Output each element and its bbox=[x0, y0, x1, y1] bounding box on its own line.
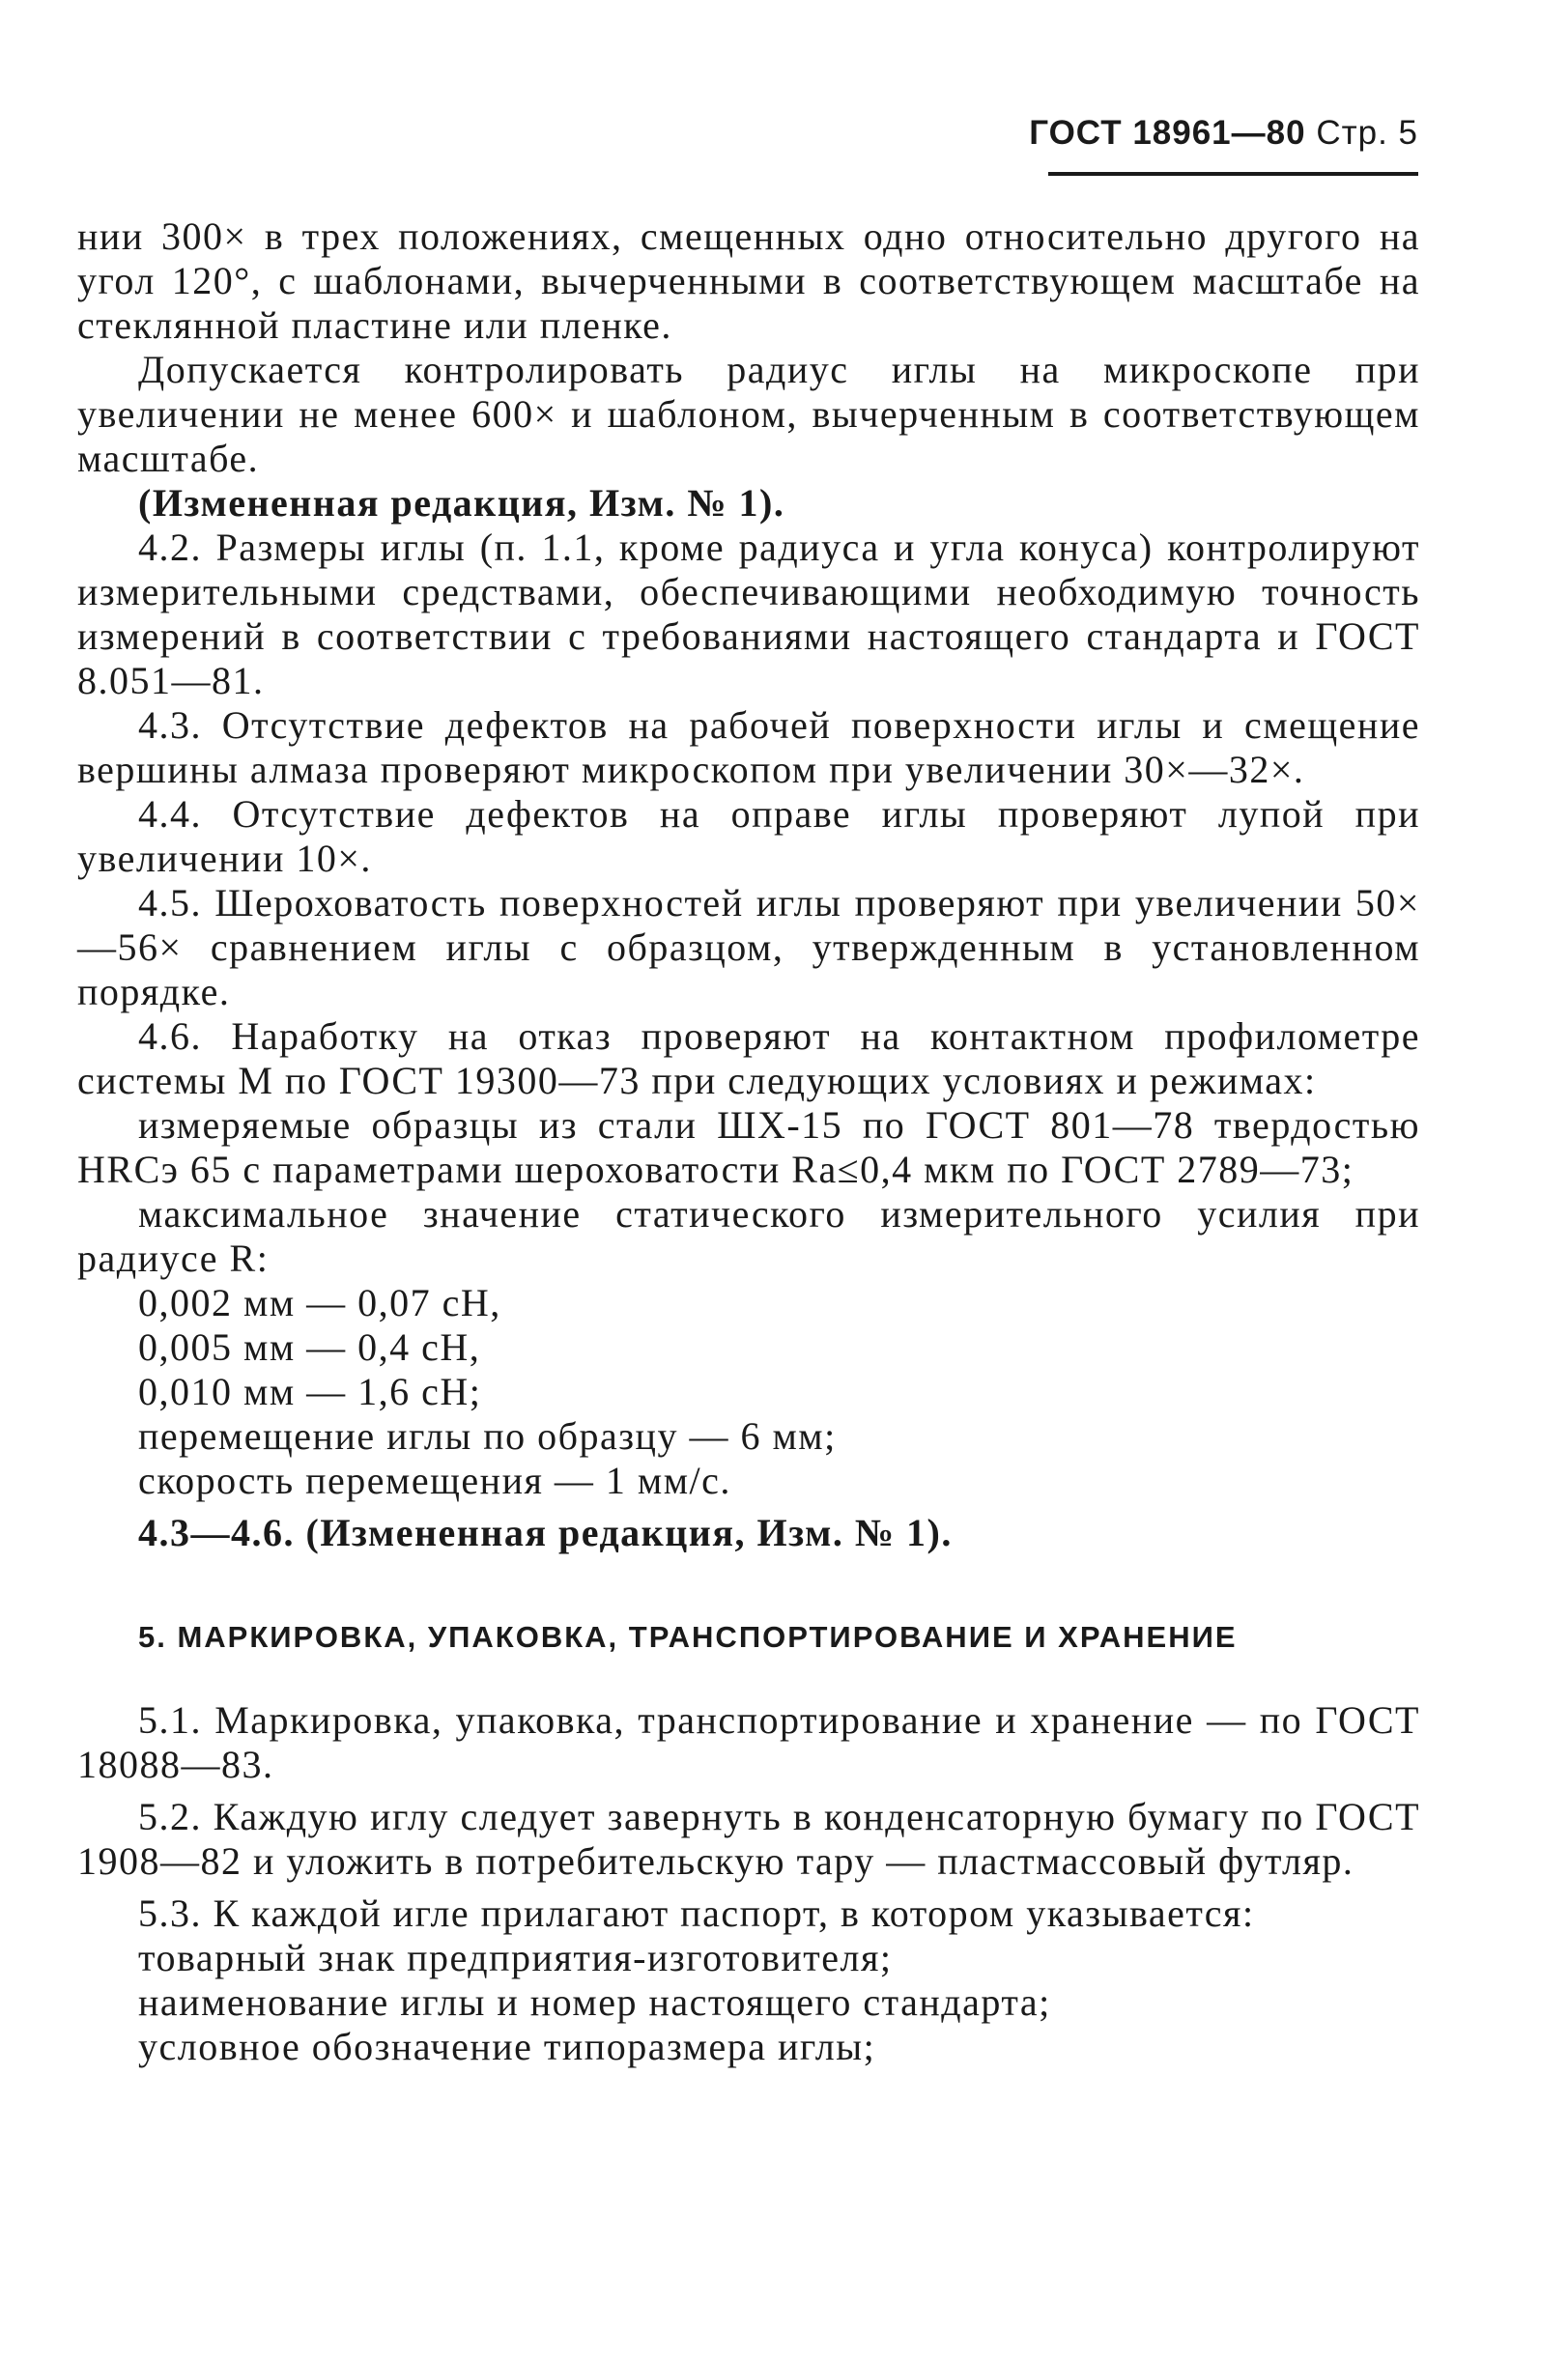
list-item: скорость перемещения — 1 мм/с. bbox=[138, 1459, 731, 1502]
clause-4-4: 4.4. Отсутствие дефектов на оправе иглы проверяют лупой при увеличении 10×. bbox=[77, 792, 1420, 880]
clause-4-6: 4.6. Наработку на отказ проверяют на контактном профилометре системы М по ГОСТ 19300—73 при следующих условиях и режимах: bbox=[77, 1014, 1420, 1102]
document-body bbox=[77, 214, 1420, 2069]
amendment-note: 4.3—4.6. (Измененная редакция, Изм. № 1). bbox=[138, 1511, 953, 1554]
list-item: 0,002 мм — 0,07 сН, bbox=[138, 1281, 501, 1324]
list-item: условное обозначение типоразмера иглы; bbox=[138, 2025, 876, 2068]
list-item: максимальное значение статического измерительного усилия при радиусе R: bbox=[77, 1192, 1420, 1280]
clause-5-3: 5.3. К каждой игле прилагают паспорт, в котором указывается: bbox=[138, 1891, 1255, 1935]
page-number: Стр. 5 bbox=[1316, 114, 1418, 152]
header-rule bbox=[1048, 172, 1418, 176]
amendment-note: (Измененная редакция, Изм. № 1). bbox=[138, 481, 785, 525]
list-item: 0,010 мм — 1,6 сН; bbox=[138, 1370, 482, 1413]
list-item: измеряемые образцы из стали ШХ-15 по ГОСТ 801—78 твердостью HRCэ 65 с параметрами шероховатости Ra≤0,4 мкм по ГОСТ 2789—73; bbox=[77, 1103, 1420, 1191]
page-header bbox=[1029, 114, 1418, 153]
clause-4-3: 4.3. Отсутствие дефектов на рабочей поверхности иглы и смещение вершины алмаза проверяют микроскопом при увеличении 30×—32×. bbox=[77, 703, 1420, 791]
clause-5-1: 5.1. Маркировка, упаковка, транспортирование и хранение — по ГОСТ 18088—83. bbox=[77, 1698, 1420, 1786]
list-item: перемещение иглы по образцу — 6 мм; bbox=[138, 1414, 837, 1458]
list-item: товарный знак предприятия-изготовителя; bbox=[138, 1936, 893, 1979]
clause-4-5: 4.5. Шероховатость поверхностей иглы проверяют при увеличении 50×—56× сравнением иглы с образцом, утвержденным в установленном порядке. bbox=[77, 881, 1420, 1013]
section-title: 5. МАРКИРОВКА, УПАКОВКА, ТРАНСПОРТИРОВАНИЕ И ХРАНЕНИЕ bbox=[138, 1620, 1238, 1654]
clause-4-2: 4.2. Размеры иглы (п. 1.1, кроме радиуса и угла конуса) контролируют измерительными средствами, обеспечивающими необходимую точность измерений в соответствии с требованиями настоящего стандарта и ГОСТ 8.051—81. bbox=[77, 526, 1420, 702]
list-item: 0,005 мм — 0,4 сН, bbox=[138, 1325, 481, 1369]
paragraph: нии 300× в трех положениях, смещенных одно относительно другого на угол 120°, с шаблонами, вычерченными в соответствующем масштабе на стеклянной пластине или пленке. bbox=[77, 214, 1420, 347]
paragraph: Допускается контролировать радиус иглы на микроскопе при увеличении не менее 600× и шаблоном, вычерченным в соответствующем масштабе. bbox=[77, 348, 1420, 480]
clause-5-2: 5.2. Каждую иглу следует завернуть в конденсаторную бумагу по ГОСТ 1908—82 и уложить в потребительскую тару — пластмассовый футляр. bbox=[77, 1795, 1420, 1883]
list-item: наименование иглы и номер настоящего стандарта; bbox=[138, 1980, 1051, 2024]
gost-number: ГОСТ 18961—80 bbox=[1029, 114, 1306, 152]
